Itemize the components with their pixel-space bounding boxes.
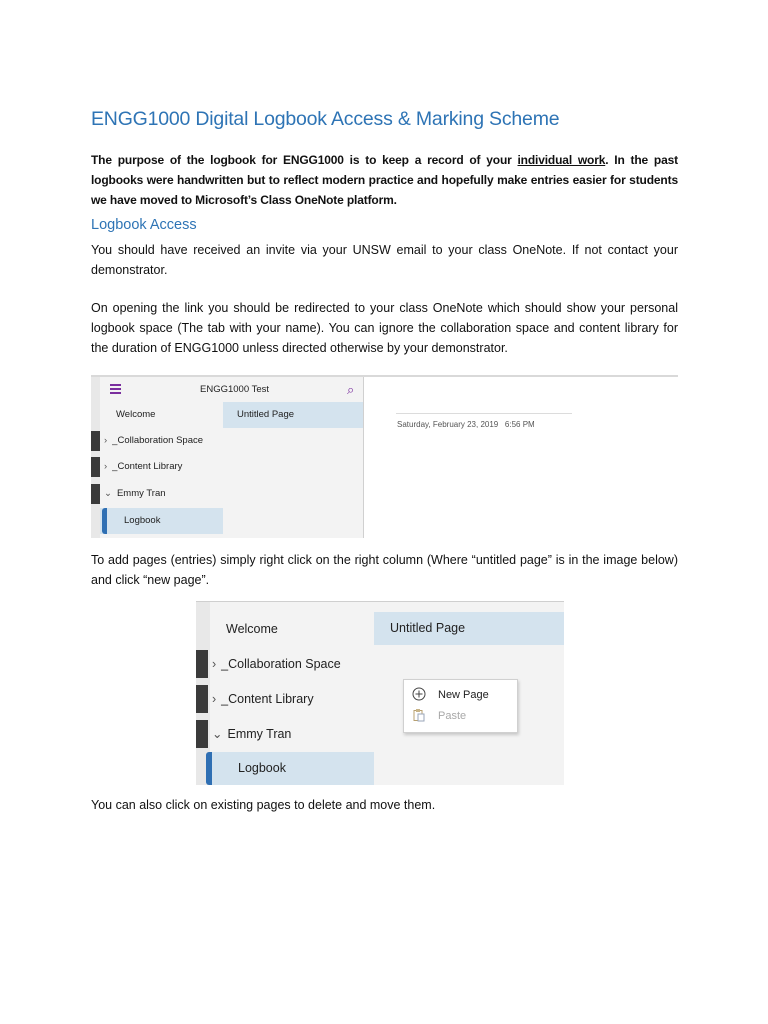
page-label: Untitled Page	[390, 621, 466, 635]
hamburger-icon[interactable]	[110, 384, 121, 394]
page-item-untitled[interactable]	[374, 612, 564, 645]
chevron-down-icon: ⌄	[104, 488, 112, 499]
paragraph-add-pages: To add pages (entries) simply right click on the right column (Where “untitled page” is in the image below) and click “new page”.	[91, 553, 678, 587]
paragraph-invite: You should have received an invite via your UNSW email to your class OneNote. If not contact your demonstrator.	[91, 243, 678, 277]
section-label: _Collaboration Space	[221, 657, 341, 671]
intro-part2: . In the past logbooks were handwritten but to reflect modern practice and hopefully make entries easier for students we have moved to Microsoft’s Class OneNote platform.	[91, 153, 678, 207]
section-label: _Content Library	[112, 461, 183, 472]
divider	[363, 377, 364, 538]
section-label: Welcome	[116, 409, 156, 420]
section-tab	[91, 484, 100, 504]
section-marker	[102, 508, 107, 534]
title-underline	[396, 413, 572, 414]
page-timestamp	[397, 420, 535, 429]
chevron-right-icon: ›	[104, 435, 108, 446]
intro-part1: The purpose of the logbook for ENGG1000 is to keep a record of your	[91, 153, 518, 167]
section-label: Emmy Tran	[227, 727, 292, 741]
chevron-right-icon: ›	[212, 657, 217, 671]
chevron-down-icon: ⌄	[212, 727, 223, 741]
page-label: Untitled Page	[237, 409, 295, 420]
section-label: Emmy Tran	[116, 488, 166, 499]
section-label: Logbook	[124, 515, 161, 526]
section-marker	[206, 752, 212, 785]
section-label: _Content Library	[221, 692, 314, 706]
page-time: 6:56 PM	[504, 420, 535, 429]
section-tab	[196, 685, 208, 713]
document-title: ENGG1000 Digital Logbook Access & Marking Scheme	[91, 108, 560, 130]
section-item-collaboration[interactable]	[210, 647, 374, 682]
section-label: _Collaboration Space	[112, 435, 204, 446]
chevron-right-icon: ›	[104, 461, 108, 472]
context-menu	[403, 679, 518, 733]
notebook-header	[100, 377, 363, 402]
section-item-welcome[interactable]	[100, 402, 223, 428]
section-list	[100, 402, 223, 538]
paragraph-opening: On opening the link you should be redirected to your class OneNote which should show your personal logbook space (The tab with your name). You can ignore the collaboration space and content library for the duration of ENGG1000 unless directed otherwise by your demonstrator.	[91, 301, 678, 355]
section-group-emmy-tran[interactable]	[210, 717, 374, 752]
paragraph-existing-pages: You can also click on existing pages to delete and move them.	[91, 798, 436, 812]
add-circle-icon	[412, 687, 426, 701]
page-date: Saturday, February 23, 2019	[397, 420, 499, 429]
menu-item-label: New Page	[438, 689, 489, 701]
clipboard-icon	[412, 708, 426, 722]
section-list	[210, 602, 374, 785]
section-item-content-library[interactable]	[210, 682, 374, 717]
menu-item-label: Paste	[438, 710, 467, 722]
chevron-right-icon: ›	[212, 692, 217, 706]
page-list	[223, 402, 363, 538]
section-item-content-library[interactable]	[100, 454, 223, 480]
section-item-logbook[interactable]	[100, 508, 223, 534]
intro-paragraph	[91, 150, 678, 210]
section-tab	[196, 650, 208, 678]
intro-underlined: individual work	[517, 153, 606, 167]
section-group-emmy-tran[interactable]	[100, 481, 223, 507]
section-tab	[91, 457, 100, 477]
section-tab	[91, 431, 100, 451]
section-label: Welcome	[226, 622, 278, 636]
section-item-collaboration[interactable]	[100, 428, 223, 454]
search-icon[interactable]: ⌕	[347, 382, 355, 397]
section-item-welcome[interactable]	[210, 612, 374, 647]
section-heading: Logbook Access	[91, 217, 197, 233]
page-item-untitled[interactable]	[223, 402, 363, 428]
menu-item-paste	[412, 706, 466, 726]
onenote-screenshot-1	[91, 375, 678, 538]
section-item-logbook[interactable]	[210, 752, 374, 785]
menu-item-new-page[interactable]	[412, 685, 489, 705]
onenote-screenshot-2	[196, 601, 564, 785]
section-label: Logbook	[238, 761, 286, 775]
section-tab	[196, 720, 208, 748]
notebook-title: ENGG1000 Test	[200, 384, 270, 395]
